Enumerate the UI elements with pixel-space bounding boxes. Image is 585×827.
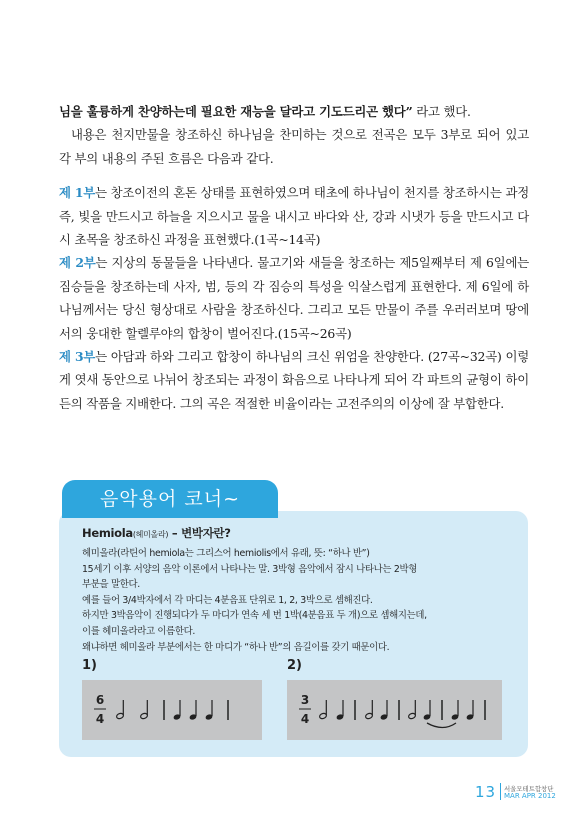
page-number: 13 [475,783,497,801]
example-1-notation [82,680,262,740]
corner-line: 15세기 이후 서양의 음악 이론에서 나타나는 말. 3박형 음악에서 잠시 나타나는 2박형 [82,563,418,575]
part-2-label: 제 2부 [59,255,96,271]
part-3-text: 는 아담과 하와 그리고 합창이 하나님의 크신 위엄을 찬양한다. (27곡~32곡) 이렇게 엿새 동안으로 나뉘어 창조되는 과정이 화음으로 나타나게 되어 각 파트의 균형이 하이든의 작품을 지배한다. 그의 곡은 적절한 비율이라는 고전주의의 이상에 잘 부합한다. [59,349,530,411]
example-1-time-top: 6 [95,693,105,707]
corner-line: 왜냐하면 헤미올라 부분에서는 한 마디가 “하나 반”의 음길이를 갖기 때문이다. [82,641,390,653]
example-2-label: 2) [287,658,302,673]
part-3-label: 제 3부 [59,349,96,365]
example-2-staff [287,680,502,740]
part-3-paragraph [59,345,529,415]
example-2-notation [287,680,502,740]
intro-summary: 내용은 천지만물을 창조하신 하나님을 찬미하는 것으로 전곡은 모두 3부로 되어 있고 각 부의 내용의 주된 흐름은 다음과 같다. [59,127,529,166]
part-2-paragraph [59,251,529,345]
example-2-notes [319,700,485,728]
example-2-time-bottom: 4 [300,712,310,726]
corner-term-korean: (헤미올라) [132,530,169,539]
example-1-filled-notes [173,713,213,720]
intro-quote: 님을 훌륭하게 찬양하는데 필요한 재능을 달라고 기도드리곤 했다” [59,104,413,119]
corner-line: 부분을 말한다. [82,579,140,591]
intro-section [59,100,529,415]
example-2-filled-notes [336,713,474,720]
corner-line: 헤미올라(라틴어 hemiola는 그리스어 hemiolis에서 유래, 뜻: “하나 반”) [82,548,370,559]
part-2-text: 는 지상의 동물들을 나타낸다. 물고기와 새들을 창조하는 제5일째부터 제 6일에는 짐승들을 창조하는데 사자, 범, 등의 각 짐승의 특성을 익살스럽게 표현한다. 제 6일에 하나님께서는 당신 형상대로 사람을 창조하신다. 그리고 모든 만물이 주를 우러러보며 땅에서의 웅대한 할렐루야의 합창이 벌어진다.(15곡~26곡) [59,255,529,341]
corner-content [82,523,512,655]
corner-term-tail: – 변박자란? [168,526,231,540]
corner-tab-title: 음악용어 코너~ [99,488,241,510]
example-1-label: 1) [82,658,97,673]
footer-divider [500,783,501,800]
footer-org: 서울모테트합창단 [504,785,554,793]
corner-term: Hemiola [82,526,133,540]
footer-date: MAR APR 2012 [504,792,556,800]
example-2-time-top: 3 [300,693,310,707]
example-1-time-bottom: 4 [95,712,105,726]
part-1-text: 는 창조이전의 혼돈 상태를 표현하였으며 태초에 하나님이 천지를 창조하시는 과정 즉, 빛을 만드시고 하늘을 지으시고 물을 내시고 바다와 산, 강과 시냇가 등을 만드시고 다시 초목을 창조하신 과정을 표현했다.(1곡~14곡) [59,185,529,248]
part-1-label: 제 1부 [59,185,96,201]
corner-line: 하지만 3박음악이 진행되다가 두 마디가 연속 세 번 1박(4분음표 두 개)으로 셈해지는데, [82,610,427,622]
corner-line: 이를 헤미올라라고 이름한다. [82,625,196,637]
corner-line: 예를 들어 3/4박자에서 각 마디는 4분음표 단위로 1, 2, 3박으로 셈해진다. [82,594,373,606]
corner-term-heading [82,523,512,545]
intro-quote-paragraph [59,100,529,123]
example-1-staff [82,680,262,740]
part-1-paragraph [59,181,529,251]
intro-quote-tail: 라고 했다. [412,104,471,119]
